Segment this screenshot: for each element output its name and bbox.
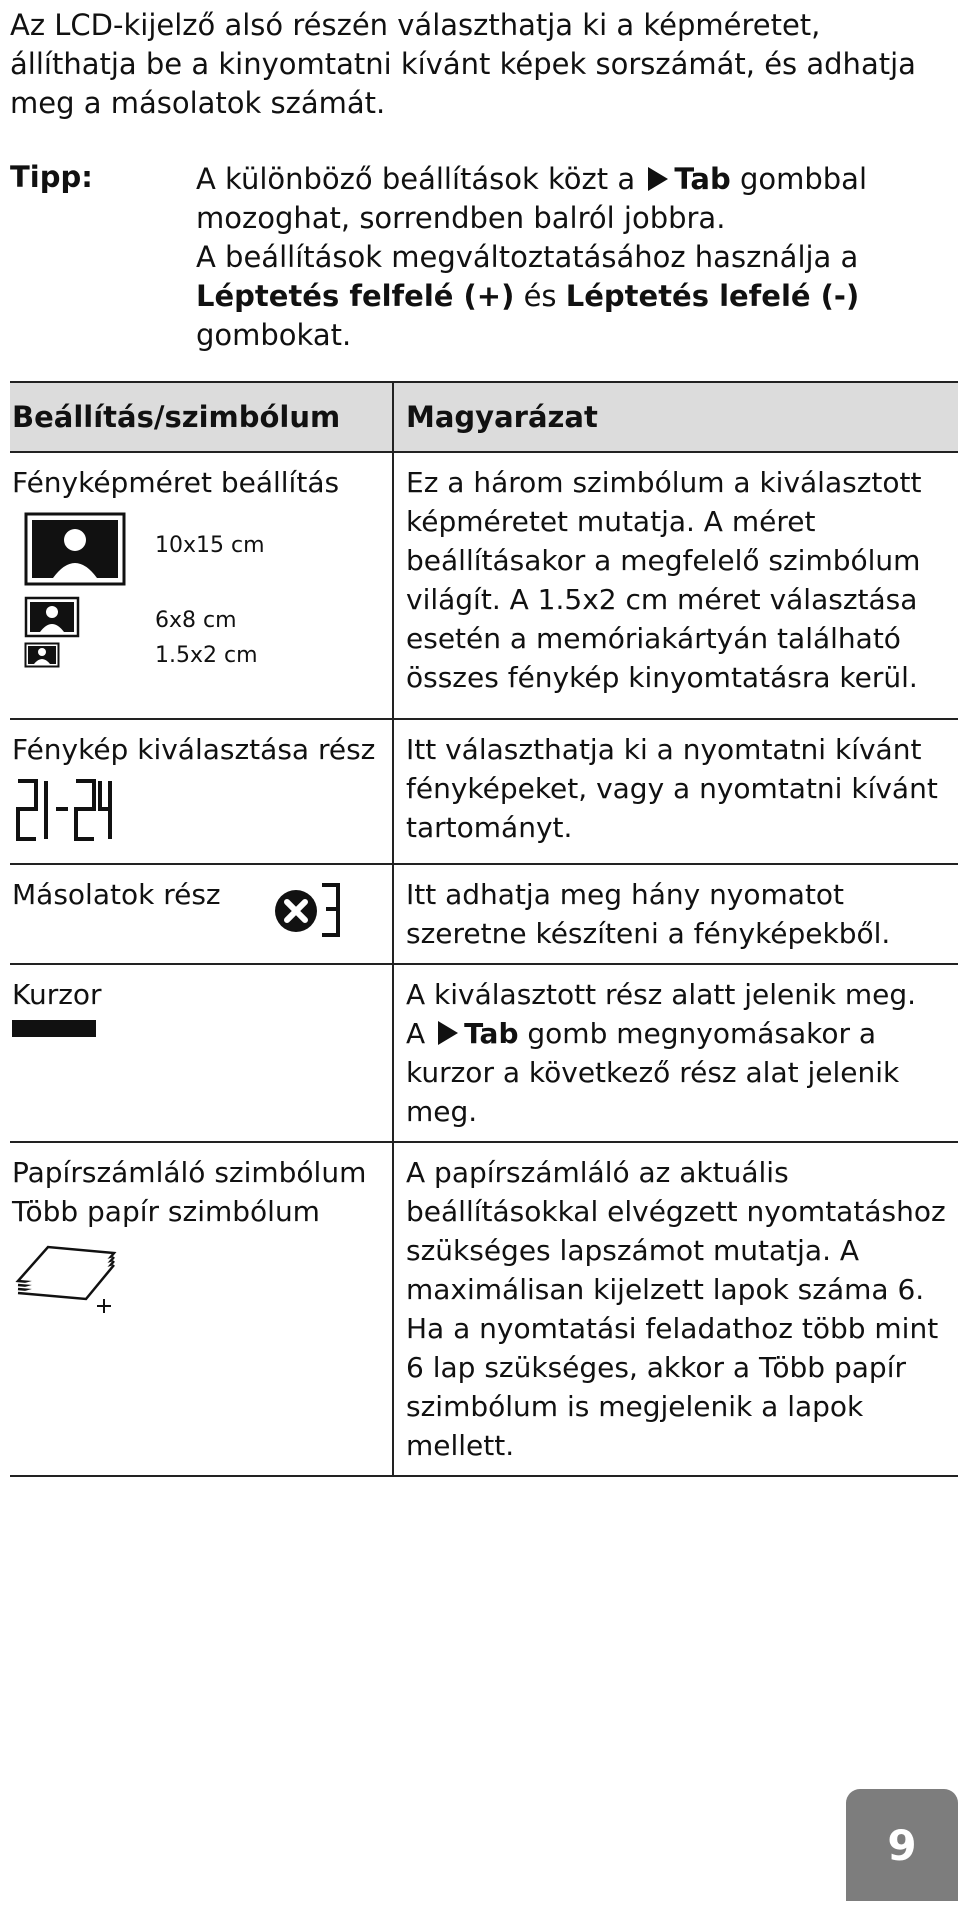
copies-x3-icon <box>272 881 344 939</box>
explanation-cursor <box>393 964 958 1142</box>
tip-tab: Tab <box>674 162 731 196</box>
tip-text-2: gombbal mozoghat, sorrendben balról jobbra. <box>196 162 867 235</box>
page-number-tab: 9 <box>846 1789 958 1901</box>
tip-text <box>196 160 936 355</box>
setting-more-paper: Több papír szimbólum <box>12 1195 320 1228</box>
cursor-text-a: A kiválasztott rész alatt jelenik meg. <box>406 978 917 1011</box>
photo-large-icon <box>24 512 126 586</box>
intro-paragraph: Az LCD-kijelző alsó részén választhatja ki a képméretet, állíthatja be a kinyomtatni kívánt képek sorszámát, és adhatja meg a másolatok számát. <box>10 8 916 120</box>
setting-photo-select: Fénykép kiválasztása rész <box>12 733 376 766</box>
explanation-paper-counter: A papírszámláló az aktuális beállításokkal elvégzett nyomtatáshoz szükséges lapszámot mutatja. A maximálisan kijelzett lapok száma 6. Ha a nyomtatási feladathoz több mint 6 lap szükséges, akkor a Több papír szimbólum is megjelenik a lapok mellett. <box>393 1142 958 1476</box>
explanation-copies: Itt adhatja meg hány nyomatot szeretne készíteni a fényképekből. <box>393 864 958 964</box>
size-label-6x8: 6x8 cm <box>155 608 237 633</box>
table-header-row <box>10 382 958 452</box>
table-row <box>10 864 958 964</box>
photo-medium-icon <box>24 596 80 638</box>
size-icons <box>12 506 392 666</box>
settings-table <box>10 381 958 1477</box>
explanation-photo-size: Ez a három szimbólum a kiválasztott képméretet mutatja. A méret beállításakor a megfelelő szimbólum világít. A 1.5x2 cm méret választása esetén a memóriakártyán található összes fénykép kinyomtatásra kerül. <box>393 452 958 719</box>
setting-copies: Másolatok rész <box>12 878 221 911</box>
setting-paper-counter: Papírszámláló szimbólum <box>12 1156 367 1189</box>
play-icon <box>438 1021 458 1045</box>
tip-label: Tipp: <box>10 160 93 194</box>
cursor-text-b: A <box>406 1017 426 1050</box>
setting-photo-size: Fényképméret beállítás <box>12 466 340 499</box>
cursor-tab: Tab <box>464 1017 519 1050</box>
photo-small-icon <box>24 642 60 668</box>
table-row <box>10 1142 958 1476</box>
header-setting: Beállítás/szimbólum <box>10 382 393 452</box>
table-row <box>10 452 958 719</box>
tip-text-1: A különböző beállítások közt a <box>196 162 636 196</box>
cursor-bar-icon <box>12 1020 96 1037</box>
tip-up: Léptetés felfelé (+) <box>196 279 515 313</box>
tip-and: és <box>523 279 557 313</box>
tip-down: Léptetés lefelé (-) <box>565 279 860 313</box>
size-label-1-5x2: 1.5x2 cm <box>155 643 258 668</box>
segment-display-icon <box>12 777 112 843</box>
size-label-10x15: 10x15 cm <box>155 533 265 558</box>
header-explanation: Magyarázat <box>393 382 958 452</box>
tip-text-3: A beállítások megváltoztatásához használja a <box>196 240 859 274</box>
tip-text-4: gombokat. <box>196 318 352 352</box>
table-row <box>10 719 958 864</box>
table-row <box>10 964 958 1142</box>
play-icon <box>648 167 668 191</box>
setting-cursor: Kurzor <box>12 978 102 1011</box>
cursor-text-c: gomb megnyomásakor a kurzor a következő rész alat jelenik meg. <box>406 1017 900 1128</box>
paper-stack-icon <box>12 1239 122 1315</box>
explanation-photo-select: Itt választhatja ki a nyomtatni kívánt fényképeket, vagy a nyomtatni kívánt tartományt. <box>393 719 958 864</box>
